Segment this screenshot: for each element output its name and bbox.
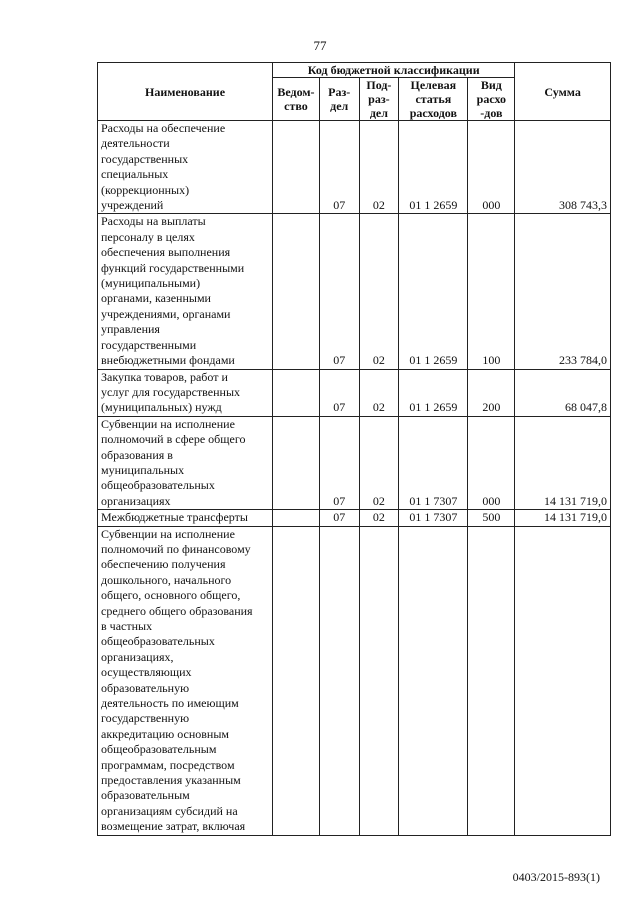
name-line: Межбюджетные трансферты — [101, 510, 248, 525]
table-row — [98, 121, 611, 214]
cell-vedomstvo — [273, 121, 320, 214]
name-line: общеобразовательным — [101, 742, 217, 757]
name-line: общеобразовательных — [101, 478, 215, 493]
cell-target: 01 1 7307 — [399, 510, 468, 526]
table-row — [98, 214, 611, 369]
cell-name — [98, 416, 273, 509]
cell-podrazdel: 02 — [359, 214, 399, 369]
name-line: образовательным — [101, 788, 190, 803]
name-line: государственную — [101, 711, 190, 726]
cell-podrazdel — [359, 526, 399, 835]
cell-sum: 68 047,8 — [515, 369, 611, 416]
cell-name — [98, 510, 273, 526]
cell-podrazdel: 02 — [359, 121, 399, 214]
name-line: муниципальных — [101, 462, 185, 477]
name-line: в частных — [101, 619, 153, 633]
name-line: деятельность по имеющим — [101, 696, 239, 711]
table-row — [98, 416, 611, 509]
document-code: 0403/2015-893(1) — [512, 870, 600, 884]
table-row — [98, 369, 611, 416]
name-line: осуществляющих — [101, 665, 192, 680]
cell-vid: 100 — [468, 214, 515, 369]
name-line: Субвенции на исполнение — [101, 526, 235, 541]
cell-target: 01 1 2659 — [399, 214, 468, 369]
header-vedomstvo-text: Ведом- ство — [277, 85, 315, 113]
cell-razdel: 07 — [319, 369, 359, 416]
cell-razdel: 07 — [319, 510, 359, 526]
name-line: учреждений — [101, 198, 164, 213]
name-line: среднего общего образования — [101, 603, 253, 618]
name-line: общего, основного общего, — [101, 588, 241, 603]
header-vid-text: Вид расхо -дов — [476, 78, 507, 120]
name-line: Закупка товаров, работ и — [101, 369, 228, 384]
name-line: аккредитацию основным — [101, 726, 229, 741]
name-line: Расходы на выплаты — [101, 214, 206, 229]
cell-sum: 14 131 719,0 — [515, 510, 611, 526]
name-line: (коррекционных) — [101, 182, 190, 197]
cell-vid — [468, 526, 515, 835]
name-line: предоставления указанным — [101, 773, 241, 788]
header-code-group: Код бюджетной классификации — [273, 63, 515, 78]
name-line: специальных — [101, 167, 169, 182]
cell-vedomstvo — [273, 369, 320, 416]
name-line: обеспечению получения — [101, 557, 226, 572]
name-line: полномочий по финансовому — [101, 541, 251, 556]
name-line: программам, посредством — [101, 757, 235, 772]
cell-target: 01 1 2659 — [399, 121, 468, 214]
cell-target — [399, 526, 468, 835]
header-vedomstvo — [273, 78, 320, 121]
name-line: дошкольного, начального — [101, 572, 232, 587]
cell-vid: 000 — [468, 416, 515, 509]
name-line: полномочий в сфере общего — [101, 432, 246, 447]
header-target-text: Целевая статья расходов — [409, 78, 457, 120]
cell-vedomstvo — [273, 214, 320, 369]
cell-vedomstvo — [273, 526, 320, 835]
table-row — [98, 526, 611, 835]
name-line: возмещение затрат, включая — [101, 819, 246, 834]
name-line: услуг для государственных — [101, 384, 241, 399]
cell-podrazdel: 02 — [359, 369, 399, 416]
name-line: функций государственными — [101, 260, 245, 275]
cell-vedomstvo — [273, 416, 320, 509]
name-line: управления — [101, 322, 160, 337]
cell-name — [98, 121, 273, 214]
name-line: государственных — [101, 151, 189, 166]
header-podrazdel — [359, 78, 399, 121]
cell-razdel: 07 — [319, 416, 359, 509]
name-line: Субвенции на исполнение — [101, 416, 235, 431]
cell-razdel: 07 — [319, 214, 359, 369]
table-row — [98, 510, 611, 526]
page-number: 77 — [313, 38, 327, 53]
cell-target: 01 1 7307 — [399, 416, 468, 509]
name-line: организациях, — [101, 649, 174, 664]
name-line: образования в — [101, 447, 173, 462]
name-line: обеспечения выполнения — [101, 245, 231, 260]
cell-vid: 500 — [468, 510, 515, 526]
cell-sum — [515, 526, 611, 835]
name-line: образовательную — [101, 680, 190, 695]
name-line: деятельности — [101, 136, 170, 151]
name-line: внебюджетными фондами — [101, 353, 235, 368]
name-line: персоналу в целях — [101, 229, 195, 244]
name-line: органами, казенными — [101, 291, 211, 306]
cell-sum: 14 131 719,0 — [515, 416, 611, 509]
cell-podrazdel: 02 — [359, 510, 399, 526]
cell-podrazdel: 02 — [359, 416, 399, 509]
name-line: организациям субсидий на — [101, 803, 238, 818]
header-name: Наименование — [98, 63, 273, 121]
header-podrazdel-text: Под- раз- дел — [366, 78, 392, 120]
cell-razdel: 07 — [319, 121, 359, 214]
header-vid — [468, 78, 515, 121]
cell-razdel — [319, 526, 359, 835]
header-razdel-text: Раз- дел — [328, 85, 351, 113]
name-line: (муниципальных) нужд — [101, 400, 222, 415]
name-line: Расходы на обеспечение — [101, 121, 226, 135]
cell-name — [98, 214, 273, 369]
name-line: государственными — [101, 337, 197, 352]
budget-table-body — [98, 121, 611, 836]
name-line: (муниципальными) — [101, 276, 201, 291]
cell-vid: 000 — [468, 121, 515, 214]
cell-sum: 233 784,0 — [515, 214, 611, 369]
cell-sum: 308 743,3 — [515, 121, 611, 214]
cell-name — [98, 369, 273, 416]
cell-target: 01 1 2659 — [399, 369, 468, 416]
cell-vid: 200 — [468, 369, 515, 416]
name-line: учреждениями, органами — [101, 306, 231, 321]
budget-table — [97, 62, 611, 836]
cell-name — [98, 526, 273, 835]
header-row-top — [98, 63, 611, 78]
header-target — [399, 78, 468, 121]
name-line: организациях — [101, 493, 171, 508]
header-sum: Сумма — [515, 63, 611, 121]
cell-vedomstvo — [273, 510, 320, 526]
name-line: общеобразовательных — [101, 634, 215, 649]
header-razdel — [319, 78, 359, 121]
